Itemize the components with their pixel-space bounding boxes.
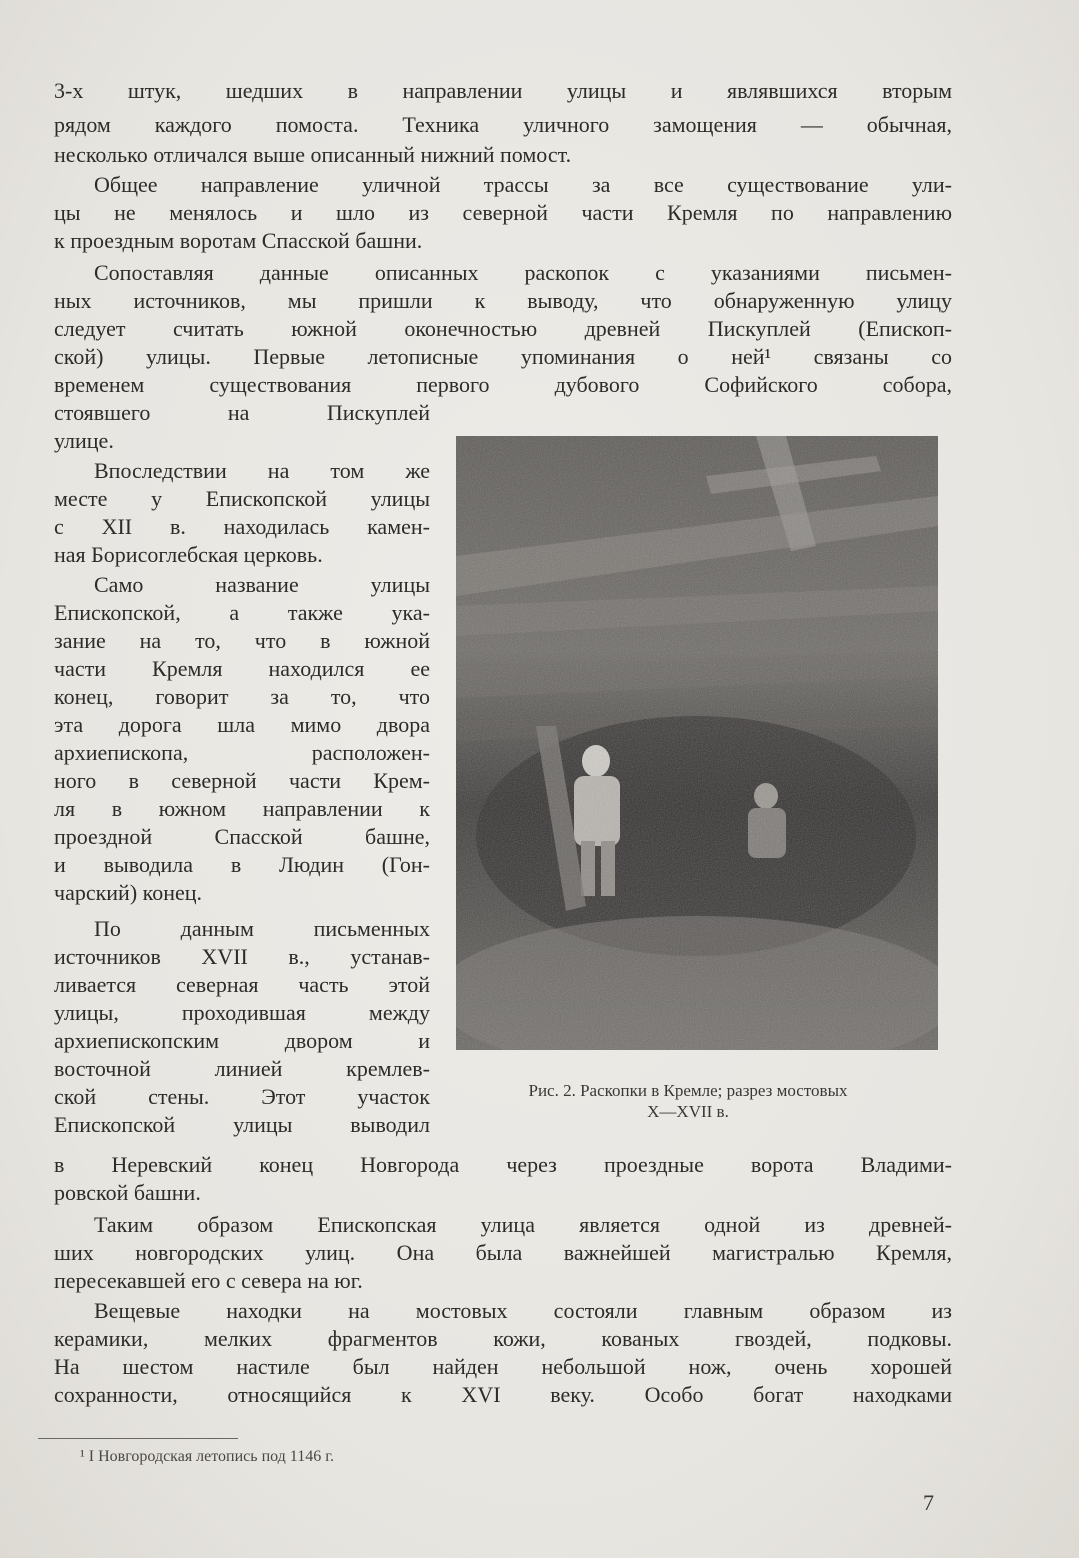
text-line: стоявшего на Пискуплей: [54, 400, 430, 425]
text-line: месте у Епископской улицы: [54, 486, 430, 511]
text-line: На шестом настиле был найден небольшой нож, очень хорошей: [54, 1354, 952, 1379]
text-line: ливается северная часть этой: [54, 972, 430, 997]
text-line: конец, говорит за то, что: [54, 684, 430, 709]
text-line: ровской башни.: [54, 1180, 201, 1205]
text-line: ской) улицы. Первые летописные упоминания о ней¹ связаны со: [54, 344, 952, 369]
text-line: Общее направление уличной трассы за все существование ули-: [94, 172, 952, 197]
text-line: Вещевые находки на мостовых состояли главным образом из: [94, 1298, 952, 1323]
text-line: Впоследствии на том же: [94, 458, 430, 483]
page-number: 7: [923, 1490, 934, 1515]
figure-caption-line1: Рис. 2. Раскопки в Кремле; разрез мостовых: [528, 1081, 848, 1100]
text-line: ших новгородских улиц. Она была важнейшей магистралью Кремля,: [54, 1240, 952, 1265]
text-line: улицы, проходившая между: [54, 1000, 430, 1025]
text-line: несколько отличался выше описанный нижний помост.: [54, 142, 572, 167]
text-line: Епископской улицы выводил: [54, 1112, 430, 1137]
text-line: Епископской, а также ука-: [54, 600, 430, 625]
text-line: проездной Спасской башне,: [54, 824, 430, 849]
text-line: архиепископским двором и: [54, 1028, 430, 1053]
text-line: керамики, мелких фрагментов кожи, кованых гвоздей, подковы.: [54, 1326, 952, 1351]
text-line: ного в северной части Крем-: [54, 768, 430, 793]
text-line: восточной линией кремлев-: [54, 1056, 430, 1081]
footnote-rule: [38, 1438, 238, 1439]
text-line: По данным письменных: [94, 916, 430, 941]
text-line: архиепископа, расположен-: [54, 740, 430, 765]
text-line: ных источников, мы пришли к выводу, что обнаруженную улицу: [54, 288, 952, 313]
text-line: Таким образом Епископская улица является одной из древней-: [94, 1212, 952, 1237]
text-line: улице.: [54, 428, 114, 453]
text-line: Само название улицы: [94, 572, 430, 597]
text-line: зание на то, что в южной: [54, 628, 430, 653]
text-line: ской стены. Этот участок: [54, 1084, 430, 1109]
text-line: 3-х штук, шедших в направлении улицы и являвшихся вторым: [54, 78, 952, 103]
text-line: к проездным воротам Спасской башни.: [54, 228, 423, 253]
text-line: рядом каждого помоста. Техника уличного замощения — обычная,: [54, 112, 952, 137]
text-line: эта дорога шла мимо двора: [54, 712, 430, 737]
text-line: с XII в. находилась камен-: [54, 514, 430, 539]
text-line: в Неревский конец Новгорода через проездные ворота Владими-: [54, 1152, 952, 1177]
text-line: источников XVII в., устанав-: [54, 944, 430, 969]
figure-caption-line2: X—XVII в.: [647, 1102, 729, 1121]
text-line: ля в южном направлении к: [54, 796, 430, 821]
footnote: ¹ I Новгородская летопись под 1146 г.: [80, 1448, 334, 1465]
text-line: части Кремля находился ее: [54, 656, 430, 681]
text-line: и выводила в Людин (Гон-: [54, 852, 430, 877]
text-line: временем существования первого дубового Софийского собора,: [54, 372, 952, 397]
text-line: следует считать южной оконечностью древней Пискуплей (Епископ-: [54, 316, 952, 341]
text-line: чарский) конец.: [54, 880, 203, 905]
figure-caption: [438, 1080, 938, 1122]
text-line: пересекавшей его с севера на юг.: [54, 1268, 363, 1293]
text-line: Сопоставляя данные описанных раскопок с указаниями письмен-: [94, 260, 952, 285]
excavation-photo-image: [456, 436, 938, 1050]
text-line: цы не менялось и шло из северной части Кремля по направлению: [54, 200, 952, 225]
text-line: ная Борисоглебская церковь.: [54, 542, 323, 567]
excavation-photo: [456, 436, 938, 1050]
text-line: сохранности, относящийся к XVI веку. Особо богат находками: [54, 1382, 952, 1407]
